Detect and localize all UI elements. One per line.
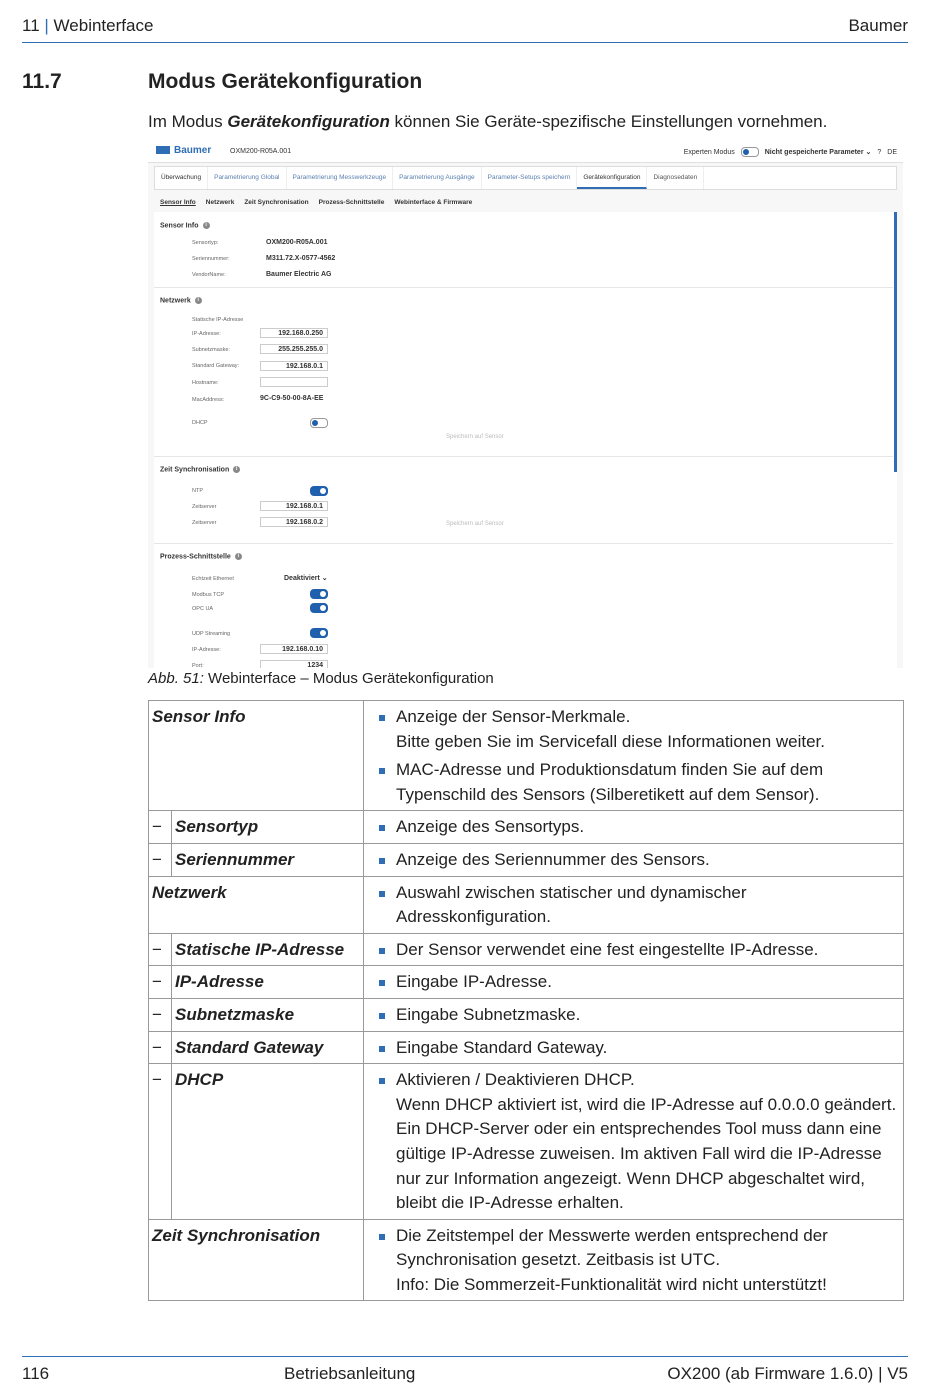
page-number: 116 xyxy=(22,1364,50,1383)
subtab-zeit-sync[interactable]: Zeit Synchronisation xyxy=(244,199,309,206)
desc-cell xyxy=(364,998,904,1031)
group-sensor-info: Sensor Info i xyxy=(160,222,210,229)
udp-label: UDP Streaming xyxy=(192,631,231,637)
tab-ueberwachung[interactable]: Überwachung xyxy=(155,167,208,189)
dash-cell: − xyxy=(149,933,172,966)
config-panel xyxy=(154,212,897,668)
desc-cell xyxy=(364,1219,904,1301)
desc-cell xyxy=(364,1064,904,1220)
port-label: Port: xyxy=(192,663,204,668)
table-row xyxy=(149,876,904,933)
desc-cell xyxy=(364,1031,904,1064)
serial-value: M311.72.X-0577-4562 xyxy=(266,255,336,262)
divider xyxy=(154,456,893,457)
sub-tabs xyxy=(160,199,472,206)
term-cell: DHCP xyxy=(172,1064,364,1220)
subtab-netzwerk[interactable]: Netzwerk xyxy=(205,199,235,206)
sensortyp-value: OXM200-R05A.001 xyxy=(266,239,328,246)
header-brand: Baumer xyxy=(848,16,908,35)
hostname-label: Hostname: xyxy=(192,380,219,386)
dash-cell: − xyxy=(149,843,172,876)
info-icon: i xyxy=(203,222,210,229)
dash-cell: − xyxy=(149,1031,172,1064)
tab-diagnosedaten[interactable]: Diagnosedaten xyxy=(647,167,704,189)
timeserver2-input[interactable]: 192.168.0.2 xyxy=(260,517,328,527)
gateway-input[interactable]: 192.168.0.1 xyxy=(260,361,328,371)
table-row xyxy=(149,811,904,844)
timeserver1-label: Zeitserver xyxy=(192,504,217,510)
info-icon: i xyxy=(195,297,202,304)
desc-cell xyxy=(364,811,904,844)
doc-type: Betriebsanleitung xyxy=(284,1364,416,1383)
table-row xyxy=(149,998,904,1031)
mac-label: MacAddress: xyxy=(192,397,225,403)
vendor-label: VendorName: xyxy=(192,272,226,278)
subtab-prozess[interactable]: Prozess-Schnittstelle xyxy=(318,199,385,206)
bullet-item: Eingabe Standard Gateway. xyxy=(376,1036,900,1061)
bullet-item: Anzeige der Sensor-Merkmale. Bitte geben Sie im Servicefall diese Informationen weiter. xyxy=(376,705,900,754)
save-time-button[interactable]: Speichern auf Sensor xyxy=(446,521,504,527)
unsaved-params-dropdown[interactable]: Nicht gespeicherte Parameter ⌄ xyxy=(764,149,872,156)
term-cell: Sensor Info xyxy=(149,701,364,811)
scrollbar[interactable] xyxy=(894,212,897,472)
term-cell: Zeit Synchronisation xyxy=(149,1219,364,1301)
help-icon[interactable]: ? xyxy=(877,148,882,156)
dash-cell: − xyxy=(149,811,172,844)
bullet-item: Eingabe Subnetzmaske. xyxy=(376,1003,900,1028)
desc-cell xyxy=(364,843,904,876)
hostname-input[interactable] xyxy=(260,377,328,387)
save-network-button[interactable]: Speichern auf Sensor xyxy=(446,434,504,440)
info-icon: i xyxy=(233,466,240,473)
dash-cell: − xyxy=(149,966,172,999)
modbus-label: Modbus TCP xyxy=(192,592,224,598)
device-name: OXM200-R05A.001 xyxy=(230,148,292,155)
bullet-item: Auswahl zwischen statischer und dynamischer Adresskonfiguration. xyxy=(376,881,900,930)
ethernet-label: Echtzeit Ethernet xyxy=(192,576,234,582)
main-tabs xyxy=(154,166,897,190)
expert-mode-toggle[interactable] xyxy=(741,147,759,157)
divider xyxy=(154,287,893,288)
udp-ip-input[interactable]: 192.168.0.10 xyxy=(260,644,328,654)
mac-value: 9C-C9-50-00-8A-EE xyxy=(260,395,324,402)
page-footer xyxy=(22,1356,908,1383)
bullet-item: Der Sensor verwendet eine fest eingestellte IP-Adresse. xyxy=(376,938,900,963)
tab-param-messwerkzeuge[interactable]: Parametrierung Messwerkzeuge xyxy=(287,167,394,189)
timeserver1-input[interactable]: 192.168.0.1 xyxy=(260,501,328,511)
figure-caption: Abb. 51: Webinterface – Modus Gerätekonfiguration xyxy=(148,670,494,687)
ntp-toggle[interactable] xyxy=(310,486,328,496)
dhcp-label: DHCP xyxy=(192,420,208,426)
desc-cell xyxy=(364,701,904,811)
desc-cell xyxy=(364,876,904,933)
ip-label: IP-Adresse: xyxy=(192,331,221,337)
bullet-item: Eingabe IP-Adresse. xyxy=(376,970,900,995)
table-row xyxy=(149,933,904,966)
table-row xyxy=(149,1219,904,1301)
term-cell: Sensortyp xyxy=(172,811,364,844)
term-cell: Subnetzmaske xyxy=(172,998,364,1031)
term-cell: IP-Adresse xyxy=(172,966,364,999)
section-title: Modus Gerätekonfiguration xyxy=(148,70,423,93)
web-topbar xyxy=(148,142,903,163)
term-cell: Statische IP-Adresse xyxy=(172,933,364,966)
modbus-toggle[interactable] xyxy=(310,589,328,599)
bullet-item: Aktivieren / Deaktivieren DHCP. Wenn DHCP aktiviert ist, wird die IP-Adresse auf 0.0.0.0 geändert. Ein DHCP-Server oder ein entsprechendes Tool muss dann eine gültige IP-Adresse zuweisen. Im aktiven Fall wird die IP-Adresse nur zur Information angezeigt. Wenn DHCP abgeschaltet wird, bleibt die IP-Adresse erhalten. xyxy=(376,1068,900,1216)
table-row xyxy=(149,843,904,876)
static-ip-label: Statische IP-Adresse xyxy=(192,317,244,323)
term-cell: Standard Gateway xyxy=(172,1031,364,1064)
ethernet-select[interactable]: Deaktiviert ⌄ xyxy=(284,575,328,582)
description-table xyxy=(148,700,904,1301)
section-number: 11.7 xyxy=(22,70,62,93)
tab-param-global[interactable]: Parametrierung Global xyxy=(208,167,286,189)
term-cell: Seriennummer xyxy=(172,843,364,876)
gateway-label: Standard Gateway: xyxy=(192,363,240,369)
term-cell: Netzwerk xyxy=(149,876,364,933)
header-chapter: 11 | Webinterface xyxy=(22,16,154,35)
udp-ip-label: IP-Adresse: xyxy=(192,647,221,653)
language-select[interactable]: DE xyxy=(887,148,897,156)
page-header xyxy=(22,14,908,43)
desc-cell xyxy=(364,933,904,966)
ntp-label: NTP xyxy=(192,488,203,494)
group-prozess: Prozess-Schnittstelle i xyxy=(160,553,242,560)
tab-setups-speichern[interactable]: Parameter-Setups speichern xyxy=(482,167,578,189)
divider xyxy=(154,543,893,544)
table-row xyxy=(149,1064,904,1220)
port-input[interactable]: 1234 xyxy=(260,660,328,668)
subtab-webinterface-firmware[interactable]: Webinterface & Firmware xyxy=(394,199,473,206)
timeserver2-label: Zeitserver xyxy=(192,520,217,526)
group-netzwerk: Netzwerk i xyxy=(160,297,202,304)
bullet-item: MAC-Adresse und Produktionsdatum finden Sie auf dem Typenschild des Sensors (Silberetikett auf dem Sensor). xyxy=(376,758,900,807)
table-row xyxy=(149,966,904,999)
dhcp-toggle[interactable] xyxy=(310,418,328,428)
desc-cell xyxy=(364,966,904,999)
vendor-value: Baumer Electric AG xyxy=(266,271,332,278)
webinterface-screenshot xyxy=(148,142,903,668)
info-icon: i xyxy=(235,553,242,560)
subtab-sensor-info[interactable]: Sensor Info xyxy=(160,199,196,206)
tab-geraetekonfiguration[interactable]: Gerätekonfiguration xyxy=(577,167,647,189)
mask-input[interactable]: 255.255.255.0 xyxy=(260,344,328,354)
bullet-item: Anzeige des Sensortyps. xyxy=(376,815,900,840)
group-zeit-sync: Zeit Synchronisation i xyxy=(160,466,240,473)
bullet-item: Die Zeitstempel der Messwerte werden entsprechend der Synchronisation gesetzt. Zeitbasis ist UTC. Info: Die Sommerzeit-Funktionalität wird nicht unterstützt! xyxy=(376,1224,900,1298)
intro-paragraph: Im Modus Gerätekonfiguration können Sie Geräte-spezifische Einstellungen vornehmen. xyxy=(148,112,828,131)
tab-param-ausgaenge[interactable]: Parametrierung Ausgänge xyxy=(393,167,482,189)
table-row xyxy=(149,701,904,811)
serial-label: Seriennummer: xyxy=(192,256,230,262)
dash-cell: − xyxy=(149,1064,172,1220)
baumer-logo: Baumer xyxy=(156,145,211,156)
table-row xyxy=(149,1031,904,1064)
opcua-toggle[interactable] xyxy=(310,603,328,613)
product-version: OX200 (ab Firmware 1.6.0) | V5 xyxy=(667,1364,908,1383)
bullet-item: Anzeige des Seriennummer des Sensors. xyxy=(376,848,900,873)
expert-mode-label: Experten Modus xyxy=(683,148,735,156)
udp-toggle[interactable] xyxy=(310,628,328,638)
ip-input[interactable]: 192.168.0.250 xyxy=(260,328,328,338)
dash-cell: − xyxy=(149,998,172,1031)
sensortyp-label: Sensortyp: xyxy=(192,240,219,246)
opcua-label: OPC UA xyxy=(192,606,214,612)
mask-label: Subnetzmaske: xyxy=(192,347,230,353)
